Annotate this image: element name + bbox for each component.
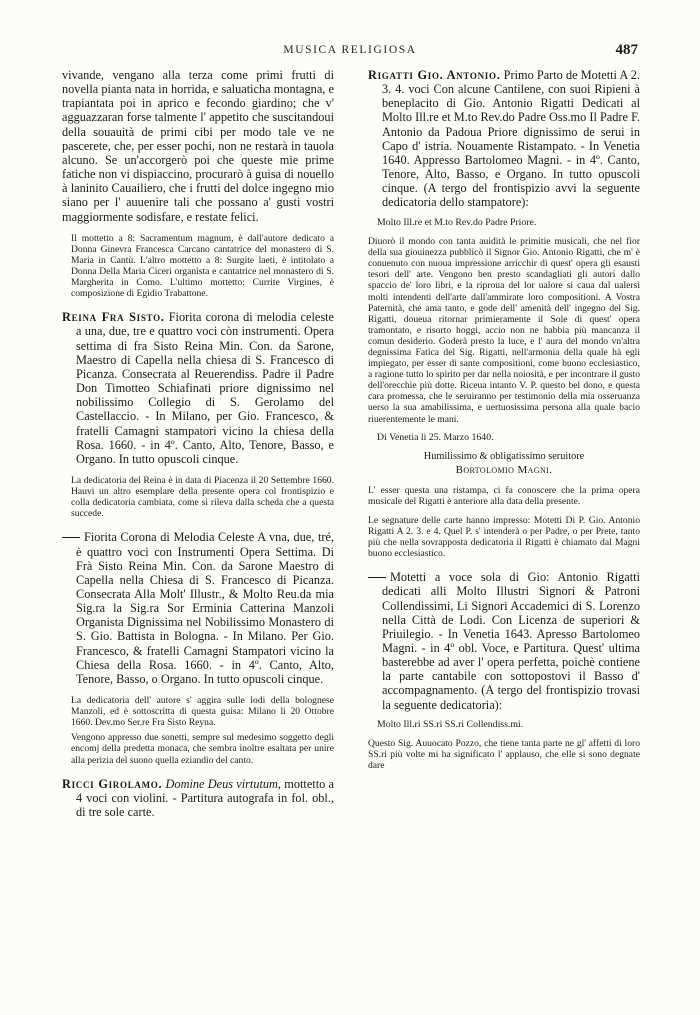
right-column — [368, 68, 640, 993]
note-manzoli: La dedicatoria dell' autore s' aggira sulle lodi della bolognese Manzoli, ed è sottoscritta di questa guisa: Milano li 20 Ottobre 1660. Dev.mo Ser.re Fra Sisto Reyna. — [71, 695, 334, 729]
entry-body-rigatti: Primo Parto de Motetti A 2. 3. 4. voci Con alcune Cantilene, con suoi Ripieni à beneplacito di Gio. Antonio Rigatti Dedicati al Molto Ill.re et M.to Rev.do Padre Oss.mo Il Padre F. Antonio da Padoua Priore dignissimo de serui in Capo d' istria. Nouamente Ristampato. - In Venetia 1640. Appresso Bartolomeo Magni. - in 4º. Canto, Tenore, Alto, Basso, e Organo. In tutto opuscoli cinque. (A tergo del frontispizio avvi la seguente dedicatoria dello stampatore): — [382, 68, 640, 210]
running-head: MUSICA RELIGIOSA — [283, 44, 417, 56]
dedication-signature: Bortolomio Magni. — [455, 464, 553, 477]
note-sonetti: Vengono appresso due sonetti, sempre sul medesimo soggetto degli encomj della predetta monaca, che sembra inoltre esaltata per unire alla perizia del suono quella eziandio del canto. — [71, 732, 334, 766]
dedication-address-line-2: Molto Ill.ri SS.ri SS.ri Collendiss.mi. — [377, 718, 524, 730]
entry-body-fiorita: Fiorita Corona di Melodia Celeste A vna, due, tré, è quattro voci con Instrumenti Opera Settima. Di Frà Sisto Reina Min. Con. da Sarone Maestro di Capella nella Chiesa di S. Francesco di Picanza. Consecrata Alla Molt' Illustr., & Molto Reu.da mia Sig.ra la Sig.ra Sor Erminia Catterina Manzoli Organista Dignissima nel Nobilissimo Monastero di S. Gio. Battista in Bologna. - In Milano. Per Gio. Francesco, & fratelli Camagni Stampatori vicino la Chiesa della Rosa. 1660. - in 4º. Canto, Alto, Tenore, Basso, o Organo. In tutto opuscoli cinque. — [76, 530, 334, 686]
text-columns — [62, 68, 640, 993]
page-number: 487 — [615, 42, 638, 58]
note-ristampa: L' esser questa una ristampa, ci fa conoscere che la prima opera musicale del Rigatti è anteriore alla data della presente. — [368, 484, 640, 507]
catalog-entry-ricci — [62, 777, 334, 819]
entry-name-reina: Reina Fra Sisto. — [62, 310, 165, 325]
note-reina-dedication: La dedicatoria del Reina è in data di Piacenza il 20 Settembre 1660. Hauvi un altro esemplare della presente opera col frontispizio e colla dedicatoria cambiata, come si rileva dalla scheda che a questa succede. — [71, 475, 334, 520]
entry-body-ricci: mottetto a 4 voci con violini. - Partitura autografa in fol. obl., di tre sole carte. — [76, 776, 334, 819]
catalog-entry-motetti-voce-sola — [368, 570, 640, 712]
dedication-address-line: Molto Ill.re et M.to Rev.do Padre Priore. — [377, 216, 537, 228]
catalog-entry-fiorita-corona — [62, 530, 334, 686]
continued-paragraph: vivande, vengano alla terza come primi frutti di novella pianta nata in horrida, e saluaticha montagna, e trapiantata poi in aprico e fecondo giardino; che v' agguazzaran forse talmente l' appetito che suscitandoui della souauità de primi cibi per modo tale ve ne pascerete, che, per esser pochi, non ne restarà in tauola alcuno. Se un'accorgerò poi che queste mie prime fatiche non vi dispiaccino, procurarò à guisa di nouello à laninito Cauailiero, che i frutti del dolce ingegno mio siano per l' auuenire tali che possano a' gusti vostri maggiormente sodisfare, e restate felici. — [62, 68, 334, 224]
catalog-entry-rigatti — [368, 68, 640, 210]
dedication-text-2: Questo Sig. Auuocato Pozzo, che tiene tanta parte ne gl' affetti di loro SS.ri più volte mi ha significato l' applauso, che elle si sono degnate dare — [368, 738, 640, 772]
entry-name-ricci: Ricci Girolamo. — [62, 776, 163, 791]
note-segnature: Le segnature delle carte hanno impresso: Motetti Di P. Gio. Antonio Rigatti A 2. 3. e 4. Quel P. s' intenderà o per Padre, o per Prete, tanto più che nella sovrapposta dedicatoria il Rigatti è chiamato dal Magni buono ecclesiastico. — [368, 514, 640, 560]
dedication-text: Diuorò il mondo con tanta auidità le primitie musicali, che nel fior della sua giouinezza pubblicò il Signor Gio. Antonio Rigatti, che m' è conuenuto con nuoua impressione arricchir di quest' opera gli esausti tesori dell' arte. Vengono ben presto scandagliati gli autori dallo spaccio de' loro libri, e la riproua del lor ualore si caua dal ualersi molti intendenti dell'arte dall'ammirate loro compositioni. A Vostra Paternità, che ama tanto, e gode dell' amenità dell' ingegno del Sig. Rigatti, doueua ritornar primieramente il Sole di quest' opera tramontato, e risorto hoggi, accio non ne habbia più mancanza il comun desiderio. Goderà presto la luce, e l' aura del mondo vn'altra degnissima Fatica del Sig. Rigatti, nell'armonia della quale hà egli impiegato, per esser di sante compositioni, come buono ecclesiastico, a ragione tutto lo spirito per dar nella noiosità, e per incontrare il gusto dell'orecchie più dotte. Riceua intanto V. P. questo bel dono, e questa cara promessa, che le seruiranno per testimonio della mia osseruanza uerso la sua amabilissima, e uertuosissima persona alla quale bacio riuerentemente le mani. — [368, 236, 640, 425]
entry-body-reina: Fiorita corona di melodia celeste a una, due, tre e quattro voci còn instrumenti. Opera settima di fra Sisto Reina Min. Con. da Sarone, Maestro di Capella nella chiesa di S. Francesco di Picanza. Consecrata al Reuerendiss. Padre il Padre Don Timotteo Schiafinati priore dignissimo nel nobilissimo Collegio di S. Gerolamo del Castellaccio. - In Milano, per Gio. Francesco, & fratelli Camagni stampatori vicino la chiesa della Rosa. 1660. - in 4º. Canto, Alto, Tenore, Basso, e Organo. In tutto opuscoli cinque. — [76, 310, 334, 466]
page-header — [62, 44, 638, 62]
left-column — [62, 68, 334, 993]
catalog-entry-reina — [62, 310, 334, 466]
em-dash-rule — [62, 537, 80, 538]
entry-body-motetti-voce-sola: Motetti a voce sola di Gio: Antonio Rigatti dedicati alli Molto Illustri Signori & Patroni Collendissimi, Li Signori Accademici di S. Lorenzo nella Città de Lodi. Con Licenza de superiori & Priuilegio. - In Venetia 1643. Apresso Bartolomeo Magni. - in 4º obl. Voce, e Partitura. Quest' ultima basterebbe ad aver l' opera perfetta, poichè contiene la parte cantabile con sottopostovi il Basso d' accompagnamento. (A tergo del frontispizio trovasi la seguente dedicatoria): — [382, 570, 640, 712]
dedication-date: Di Venetia li 25. Marzo 1640. — [377, 431, 494, 443]
entry-title-ricci: Domine Deus virtutum, — [165, 776, 282, 791]
entry-name-rigatti: Rigatti Gio. Antonio. — [368, 68, 501, 82]
footnote-sacramentum: Il mottetto a 8: Sacramentum magnum, è dall'autore dedicato a Donna Ginevra Francesca Carcano cantatrice del monastero di S. Maria in Cantù. L'altro mottetto a 8: Surgite laeti, è intitolato a Donna Della Maria Ciceri organista e cantatrice nel monastero di S. Margherita in Como. L'ultimo mottetto: Currite Virgines, è composizione di Egidio Trabattone. — [71, 232, 334, 300]
dedication-signoff: Humilissimo & obligatissimo seruitore — [423, 451, 585, 463]
em-dash-rule-2 — [368, 577, 386, 578]
